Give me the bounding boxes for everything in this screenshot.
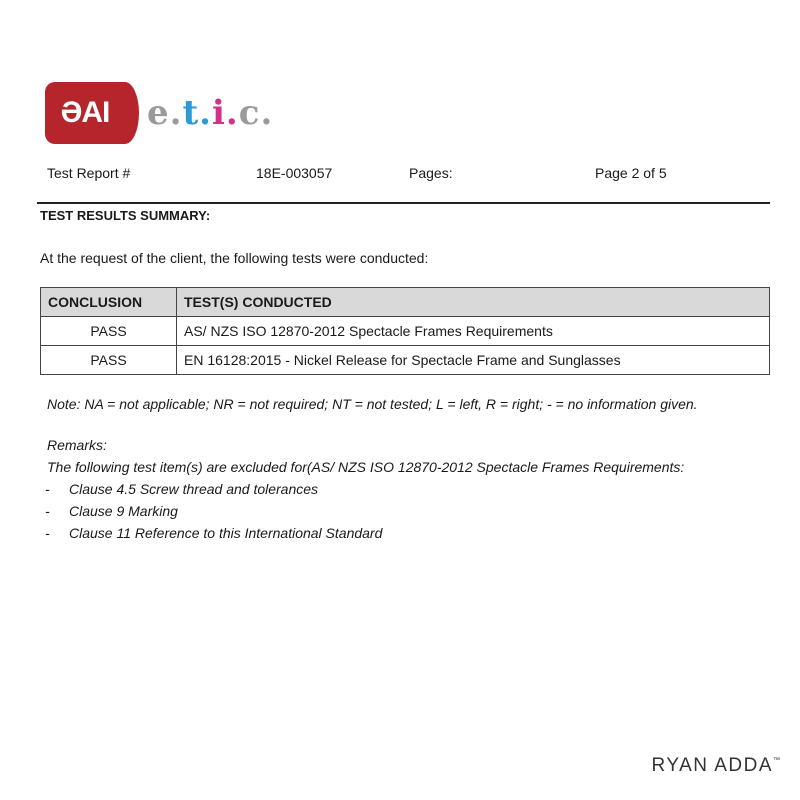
list-item — [47, 522, 684, 544]
logo-letter-i: i. — [212, 93, 239, 133]
list-item-text: Clause 4.5 Screw thread and tolerances — [69, 481, 319, 497]
list-item — [47, 500, 684, 522]
pages-label: Pages: — [409, 165, 453, 181]
remarks-title: Remarks: — [47, 437, 107, 453]
report-number-value: 18E-003057 — [256, 165, 333, 181]
column-header-tests: TEST(S) CONDUCTED — [177, 288, 770, 317]
section-title: TEST RESULTS SUMMARY: — [40, 208, 211, 223]
report-number-label: Test Report # — [47, 165, 131, 181]
table-row — [41, 346, 770, 375]
logo-badge-text: ƏAI — [60, 96, 110, 129]
logo-wordmark — [147, 93, 273, 133]
column-header-conclusion: CONCLUSION — [41, 288, 177, 317]
remarks-block — [47, 434, 684, 544]
bullet-dash: - — [45, 481, 50, 497]
intro-text: At the request of the client, the following tests were conducted: — [40, 250, 429, 266]
table-header-row — [41, 288, 770, 317]
header-divider — [37, 202, 770, 204]
brand-name: RYAN ADDA — [651, 755, 773, 776]
test-cell: EN 16128:2015 - Nickel Release for Spectacle Frame and Sunglasses — [177, 346, 770, 375]
conclusion-cell: PASS — [41, 346, 177, 375]
pages-value: Page 2 of 5 — [595, 165, 667, 181]
etic-logo — [45, 82, 273, 144]
logo-badge — [45, 82, 125, 144]
logo-letter-c: c. — [238, 93, 274, 133]
conclusion-cell: PASS — [41, 317, 177, 346]
remarks-intro: The following test item(s) are excluded for(AS/ NZS ISO 12870-2012 Spectacle Frames Requirements: — [47, 459, 685, 475]
brand-watermark — [651, 755, 780, 777]
test-cell: AS/ NZS ISO 12870-2012 Spectacle Frames Requirements — [177, 317, 770, 346]
bullet-dash: - — [45, 503, 50, 519]
bullet-dash: - — [45, 525, 50, 541]
list-item — [47, 478, 684, 500]
list-item-text: Clause 9 Marking — [69, 503, 178, 519]
trademark-symbol: ™ — [773, 757, 780, 764]
note-text: Note: NA = not applicable; NR = not required; NT = not tested; L = left, R = right; - = no information given. — [47, 396, 698, 412]
logo-letter-e: e. — [147, 93, 183, 133]
list-item-text: Clause 11 Reference to this International Standard — [69, 525, 383, 541]
table-row — [41, 317, 770, 346]
logo-letter-t: t. — [182, 93, 213, 133]
results-table — [40, 287, 770, 375]
